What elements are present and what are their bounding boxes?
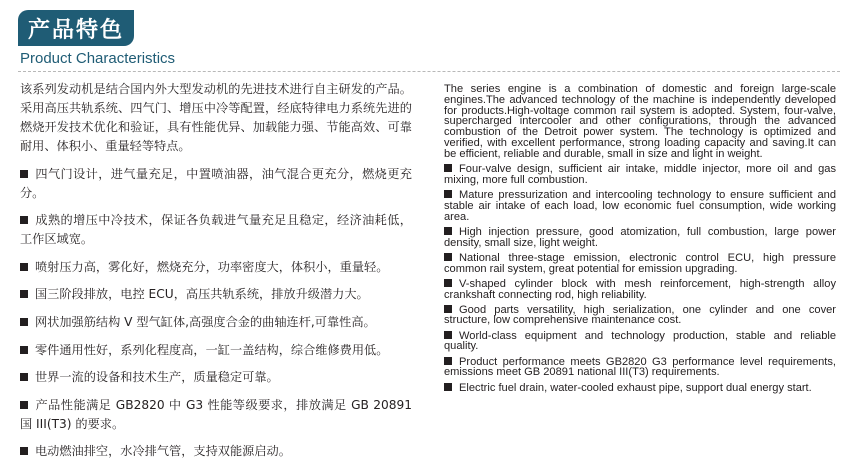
section-title-cn: 产品特色 xyxy=(28,17,125,43)
cn-bullet-item: 网状加强筋结构 V 型气缸体,高强度合金的曲轴连杆,可靠性高。 xyxy=(20,313,412,332)
bullet-icon xyxy=(444,279,452,287)
en-bullet-item: V-shaped cylinder block with mesh reinforcement, high-strength alloy crankshaft connecting rod, high reliability. xyxy=(444,277,836,301)
en-bullet-item: High injection pressure, good atomization, full combustion, large power density, small size, light weight. xyxy=(444,225,836,249)
bullet-icon xyxy=(20,447,28,455)
section-title-en: Product Characteristics xyxy=(20,50,176,67)
cn-bullet-item: 产品性能满足 GB2820 中 G3 性能等级要求，排放满足 GB 20891 国 III(T3) 的要求。 xyxy=(20,397,412,431)
cn-bullet-item: 电动燃油排空，水冷排气管，支持双能源启动。 xyxy=(20,442,412,461)
english-column xyxy=(444,84,836,398)
bullet-icon xyxy=(20,290,28,298)
bullet-icon xyxy=(20,346,28,354)
bullet-icon xyxy=(444,305,452,313)
en-intro: The series engine is a combination of domestic and foreign large-scale engines.The advanced technology of the machine is independently developed for products.High-voltage common rail system is adopted. System, four-valve, supercharged intercooler and other configurations, through the advanced combustion of the Detroit power system. The technology is optimized and verified, with excellent performance, strong loading capacity and saving.It can be efficient, reliable and durable, small in size and light in weight. xyxy=(444,83,836,160)
en-bullet-item: National three-stage emission, electronic control ECU, high pressure common rail system, great potential for emission upgrading. xyxy=(444,251,836,275)
cn-bullet-item: 四气门设计，进气量充足，中置喷油器，油气混合更充分，燃烧更充分。 xyxy=(20,166,412,200)
header-divider xyxy=(18,71,840,72)
en-bullet-item: Mature pressurization and intercooling technology to ensure sufficient and stable air intake of each load, low economic fuel consumption, wide working area. xyxy=(444,188,836,223)
en-bullet-item: World-class equipment and technology production, stable and reliable quality. xyxy=(444,329,836,353)
en-bullet-item: Four-valve design, sufficient air intake, middle injector, more oil and gas mixing, more full combustion. xyxy=(444,162,836,186)
bullet-icon xyxy=(20,170,28,178)
bullet-icon xyxy=(444,253,452,261)
chinese-column xyxy=(20,80,412,470)
cn-intro: 该系列发动机是结合国内外大型发动机的先进技术进行自主研发的产品。采用高压共轨系统、四气门、增压中冷等配置，经底特律电力系统先进的燃烧开发技术优化和验证，具有性能优异、加载能力强、节能高效、可靠耐用、体积小、重量轻等特点。 xyxy=(20,82,412,153)
bullet-icon xyxy=(444,164,452,172)
bullet-icon xyxy=(444,227,452,235)
bullet-icon xyxy=(20,216,28,224)
bullet-icon xyxy=(20,373,28,381)
section-title-badge xyxy=(18,10,134,46)
cn-bullet-item: 喷射压力高，雾化好，燃烧充分，功率密度大，体积小，重量轻。 xyxy=(20,258,412,277)
cn-bullet-item: 国三阶段排放，电控 ECU，高压共轨系统，排放升级潜力大。 xyxy=(20,285,412,304)
bullet-icon xyxy=(20,401,28,409)
bullet-icon xyxy=(444,331,452,339)
cn-bullet-item: 成熟的增压中冷技术，保证各负载进气量充足且稳定，经济油耗低，工作区域宽。 xyxy=(20,213,412,247)
en-bullet-item: Product performance meets GB2820 G3 performance level requirements, emissions meet GB 20891 national III(T3) requirements. xyxy=(444,355,836,379)
en-bullet-item: Good parts versatility, high serialization, one cylinder and one cover structure, low comprehensive maintenance cost. xyxy=(444,303,836,327)
bullet-icon xyxy=(20,263,28,271)
bullet-icon xyxy=(444,190,452,198)
cn-bullet-item: 零件通用性好，系列化程度高，一缸一盖结构，综合维修费用低。 xyxy=(20,341,412,360)
bullet-icon xyxy=(20,318,28,326)
bullet-icon xyxy=(444,383,452,391)
cn-bullet-item: 世界一流的设备和技术生产，质量稳定可靠。 xyxy=(20,368,412,387)
bullet-icon xyxy=(444,357,452,365)
en-bullet-item: Electric fuel drain, water-cooled exhaust pipe, support dual energy start. xyxy=(444,383,836,394)
